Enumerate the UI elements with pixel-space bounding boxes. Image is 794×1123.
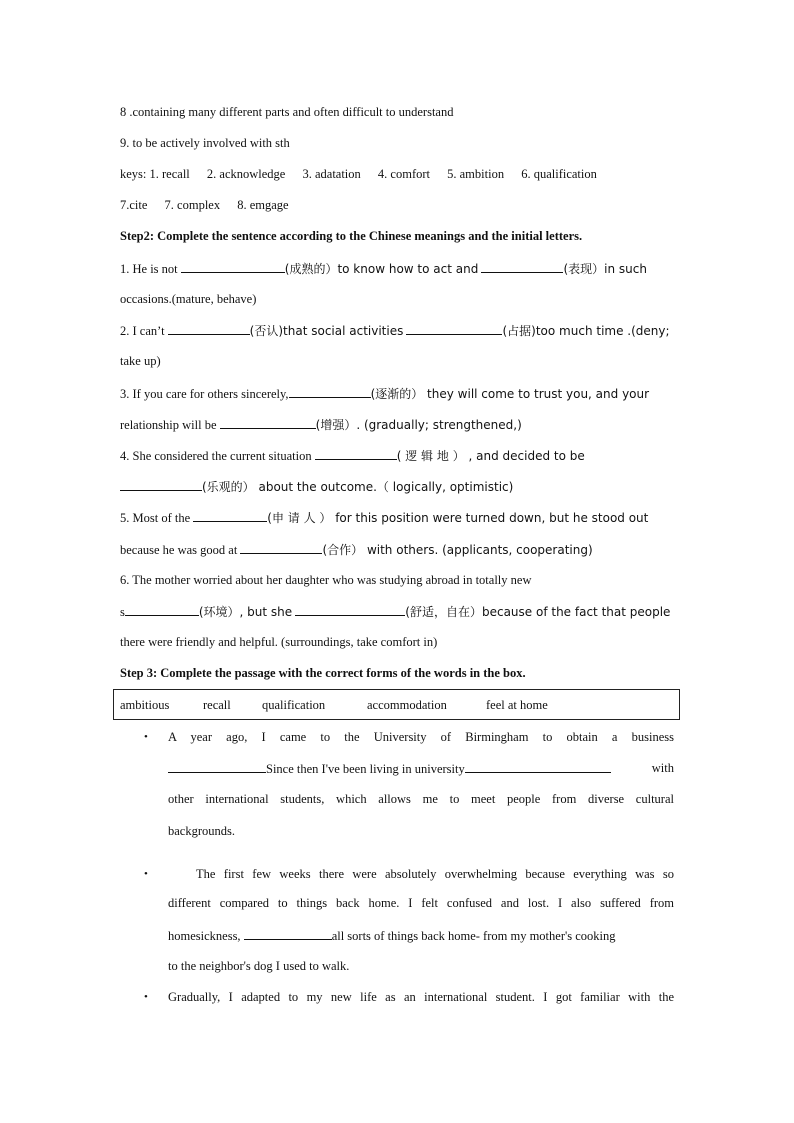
passage-1-line-3: other international students, which allows me to meet people from diverse cultural (168, 792, 674, 806)
word-box-item: accommodation (367, 698, 447, 712)
key-item: 5. ambition (447, 167, 505, 181)
key-item: 7.cite (120, 198, 148, 212)
bullet-icon: • (144, 731, 148, 743)
answer-blank[interactable] (315, 447, 397, 460)
passage-2-line-4: to the neighbor's dog I used to walk. (168, 959, 350, 973)
answer-blank[interactable] (244, 927, 332, 940)
sentence-6-line-1: 6. The mother worried about her daughter who was studying abroad in totally new (120, 573, 532, 587)
keys-row-1 (120, 166, 676, 182)
answer-blank[interactable] (481, 260, 563, 273)
sentence-1-line-1: 1. He is not (成熟的）to know how to act and (表现）in such (120, 262, 647, 276)
answer-blank[interactable] (240, 541, 322, 554)
step2-heading: Step2: Complete the sentence according to the Chinese meanings and the initial letters. (120, 229, 583, 243)
answer-blank[interactable] (406, 322, 502, 335)
sentence-2-line-1: 2. I can’t (否认)that social activities (占据)too much time .(deny; (120, 324, 670, 338)
sentence-6-line-3: there were friendly and helpful. (surroundings, take comfort in) (120, 635, 438, 649)
sentence-3-line-1: 3. If you care for others sincerely, (逐渐的） they will come to trust you, and your (120, 387, 650, 401)
word-box-item: ambitious (120, 698, 170, 712)
answer-blank[interactable] (193, 509, 267, 522)
answer-blank[interactable] (220, 416, 316, 429)
passage-1-line-4: backgrounds. (168, 824, 235, 838)
answer-blank[interactable] (465, 760, 611, 773)
word-box-item: qualification (262, 698, 326, 712)
passage-2-line-1: The first few weeks there were absolutely overwhelming because everything was so (196, 867, 674, 881)
key-item: keys: 1. recall (120, 167, 190, 181)
answer-blank[interactable] (181, 260, 285, 273)
key-item: 6. qualification (521, 167, 597, 181)
keys-row-2 (120, 197, 676, 213)
answer-blank[interactable] (168, 322, 250, 335)
sentence-6-line-2: s (环境）, but she (舒适，自在）because of the fact that people (120, 605, 671, 619)
sentence-5-line-1: 5. Most of the (申 请 人 ） for this position were turned down, but he stood out (120, 511, 649, 525)
definition-9: 9. to be actively involved with sth (120, 136, 290, 150)
sentence-2-line-2: take up) (120, 354, 161, 368)
sentence-1-line-2: occasions.(mature, behave) (120, 292, 257, 306)
step3-heading: Step 3: Complete the passage with the correct forms of the words in the box. (120, 666, 526, 680)
bullet-icon: • (144, 991, 148, 1003)
sentence-4-line-1: 4. She considered the current situation ( 逻 辑 地 ） , and decided to be (120, 449, 585, 463)
word-box (113, 689, 680, 720)
sentence-4-line-2: (乐观的） about the outcome.（ logically, optimistic) (120, 478, 676, 495)
bullet-icon: • (144, 868, 148, 880)
answer-blank[interactable] (295, 603, 405, 616)
key-item: 2. acknowledge (206, 167, 286, 181)
passage-3-line-1: Gradually, I adapted to my new life as an international student. I got familiar with the (168, 990, 674, 1004)
word-box-item: feel at home (486, 698, 548, 712)
definition-8: 8 .containing many different parts and often difficult to understand (120, 105, 454, 119)
passage-1-line-2: Since then I've been living in university with (168, 760, 674, 777)
passage-2-line-3: homesickness, all sorts of things back home- from my mother's cooking (168, 929, 616, 943)
answer-blank[interactable] (125, 603, 199, 616)
key-item: 7. complex (164, 198, 221, 212)
sentence-5-line-2: because he was good at (合作） with others. (applicants, cooperating) (120, 543, 593, 557)
passage-2-line-2: different compared to things back home. I felt confused and lost. I also suffered from (168, 896, 674, 910)
key-item: 8. emgage (237, 198, 289, 212)
sentence-3-line-2: relationship will be (增强）. (gradually; strengthened,) (120, 418, 522, 432)
answer-blank[interactable] (168, 760, 266, 773)
word-box-item: recall (203, 698, 231, 712)
answer-blank[interactable] (289, 385, 371, 398)
passage-1-line-1: A year ago, I came to the University of Birmingham to obtain a business (168, 730, 674, 744)
key-item: 4. comfort (377, 167, 430, 181)
key-item: 3. adatation (302, 167, 361, 181)
answer-blank[interactable] (120, 478, 202, 491)
